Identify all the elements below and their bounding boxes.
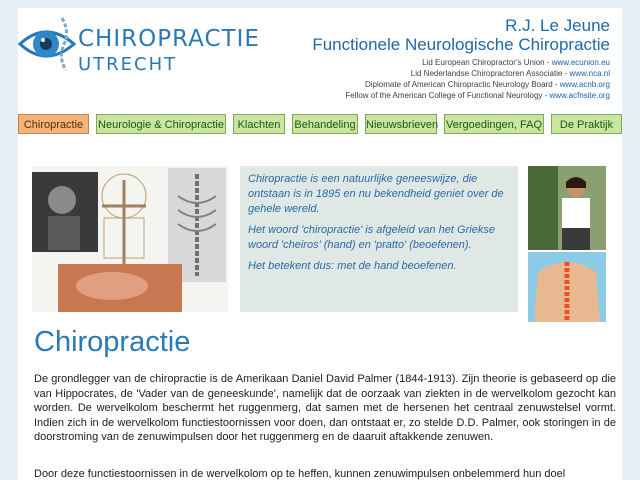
nav-item-behandeling[interactable]: Behandeling [292, 114, 358, 134]
practitioner-photo [528, 166, 606, 250]
nav-item-praktijk[interactable]: De Praktijk [551, 114, 622, 134]
affiliation-nca: Lid Nederlandse Chiropractoren Associatie - www.nca.nl [410, 69, 610, 78]
quote-paragraph-1: Chiropractie is een natuurlijke geneeswijze, die ontstaan is in 1895 en nu bekendheid geniet over de gehele wereld. [248, 173, 504, 215]
brand-name-line1: CHIROPRACTIE [78, 26, 260, 52]
nav-item-chiropractie[interactable]: Chiropractie [18, 114, 89, 134]
anatomy-collage-image [32, 166, 228, 312]
nav-item-nieuwsbrieven[interactable]: Nieuwsbrieven [365, 114, 437, 134]
spine-xray-photo [528, 252, 606, 322]
intro-quote-box [240, 166, 518, 312]
link-acfnsite[interactable]: www.acfnsite.org [549, 91, 610, 100]
affiliation-ecu: Lid European Chiropractor's Union - www.ecunion.eu [422, 58, 610, 67]
main-nav [18, 114, 622, 136]
eye-spine-icon [18, 14, 76, 72]
quote-paragraph-3: Het betekent dus: met de hand beoefenen. [248, 260, 457, 272]
link-acnb[interactable]: www.acnb.org [559, 80, 610, 89]
page-title: Chiropractie [34, 326, 191, 358]
link-nca[interactable]: www.nca.nl [569, 69, 610, 78]
body-paragraph-2: Door deze functiestoornissen in de wervelkolom op te heffen, kunnen zenuwimpulsen onbelemmerd hun doel [34, 468, 566, 480]
practitioner-name: R.J. Le Jeune [505, 16, 610, 35]
affiliation-acfn: Fellow of the American College of Functional Neurology - www.acfnsite.org [345, 91, 610, 100]
body-paragraph-1: De grondlegger van de chiropractie is de Amerikaan Daniel David Palmer (1844-1913). Zijn theorie is gebaseerd op die van Hippocrates, de 'Vader van de geneeskunde', namelijk dat de oorzaak van ziekten in de wervelkolom gezocht kan worden. De wervelkolom beschermt het ruggenmerg, dat samen met de hersenen het centraal zenuwstelsel vormt. Indien zich in de wervelkolom functiestoornissen voor doen, dan ontstaat er, zo stelde D.D. Palmer, ook storingen in de doorstroming van de zenuwimpulsen door het ruggenmerg en de daaruit aftakkende zenuwen. [34, 373, 616, 443]
header-info [312, 16, 610, 101]
nav-item-neurologie[interactable]: Neurologie & Chiropractie [96, 114, 226, 134]
brand-logo[interactable] [18, 14, 260, 75]
affiliations [312, 57, 610, 101]
page [18, 8, 622, 480]
nav-item-vergoedingen[interactable]: Vergoedingen, FAQ [444, 114, 544, 134]
nav-item-klachten[interactable]: Klachten [233, 114, 285, 134]
link-ecunion[interactable]: www.ecunion.eu [551, 58, 610, 67]
quote-paragraph-2: Het woord 'chiropractie' is afgeleid van het Griekse woord 'cheiros' (hand) en 'pratto' (beoefenen). [248, 224, 495, 251]
affiliation-acnb: Diplomate of American Chiropractic Neurology Board - www.acnb.org [365, 80, 610, 89]
brand-name-line2: UTRECHT [78, 54, 178, 75]
practice-subtitle: Functionele Neurologische Chiropractie [312, 35, 610, 54]
